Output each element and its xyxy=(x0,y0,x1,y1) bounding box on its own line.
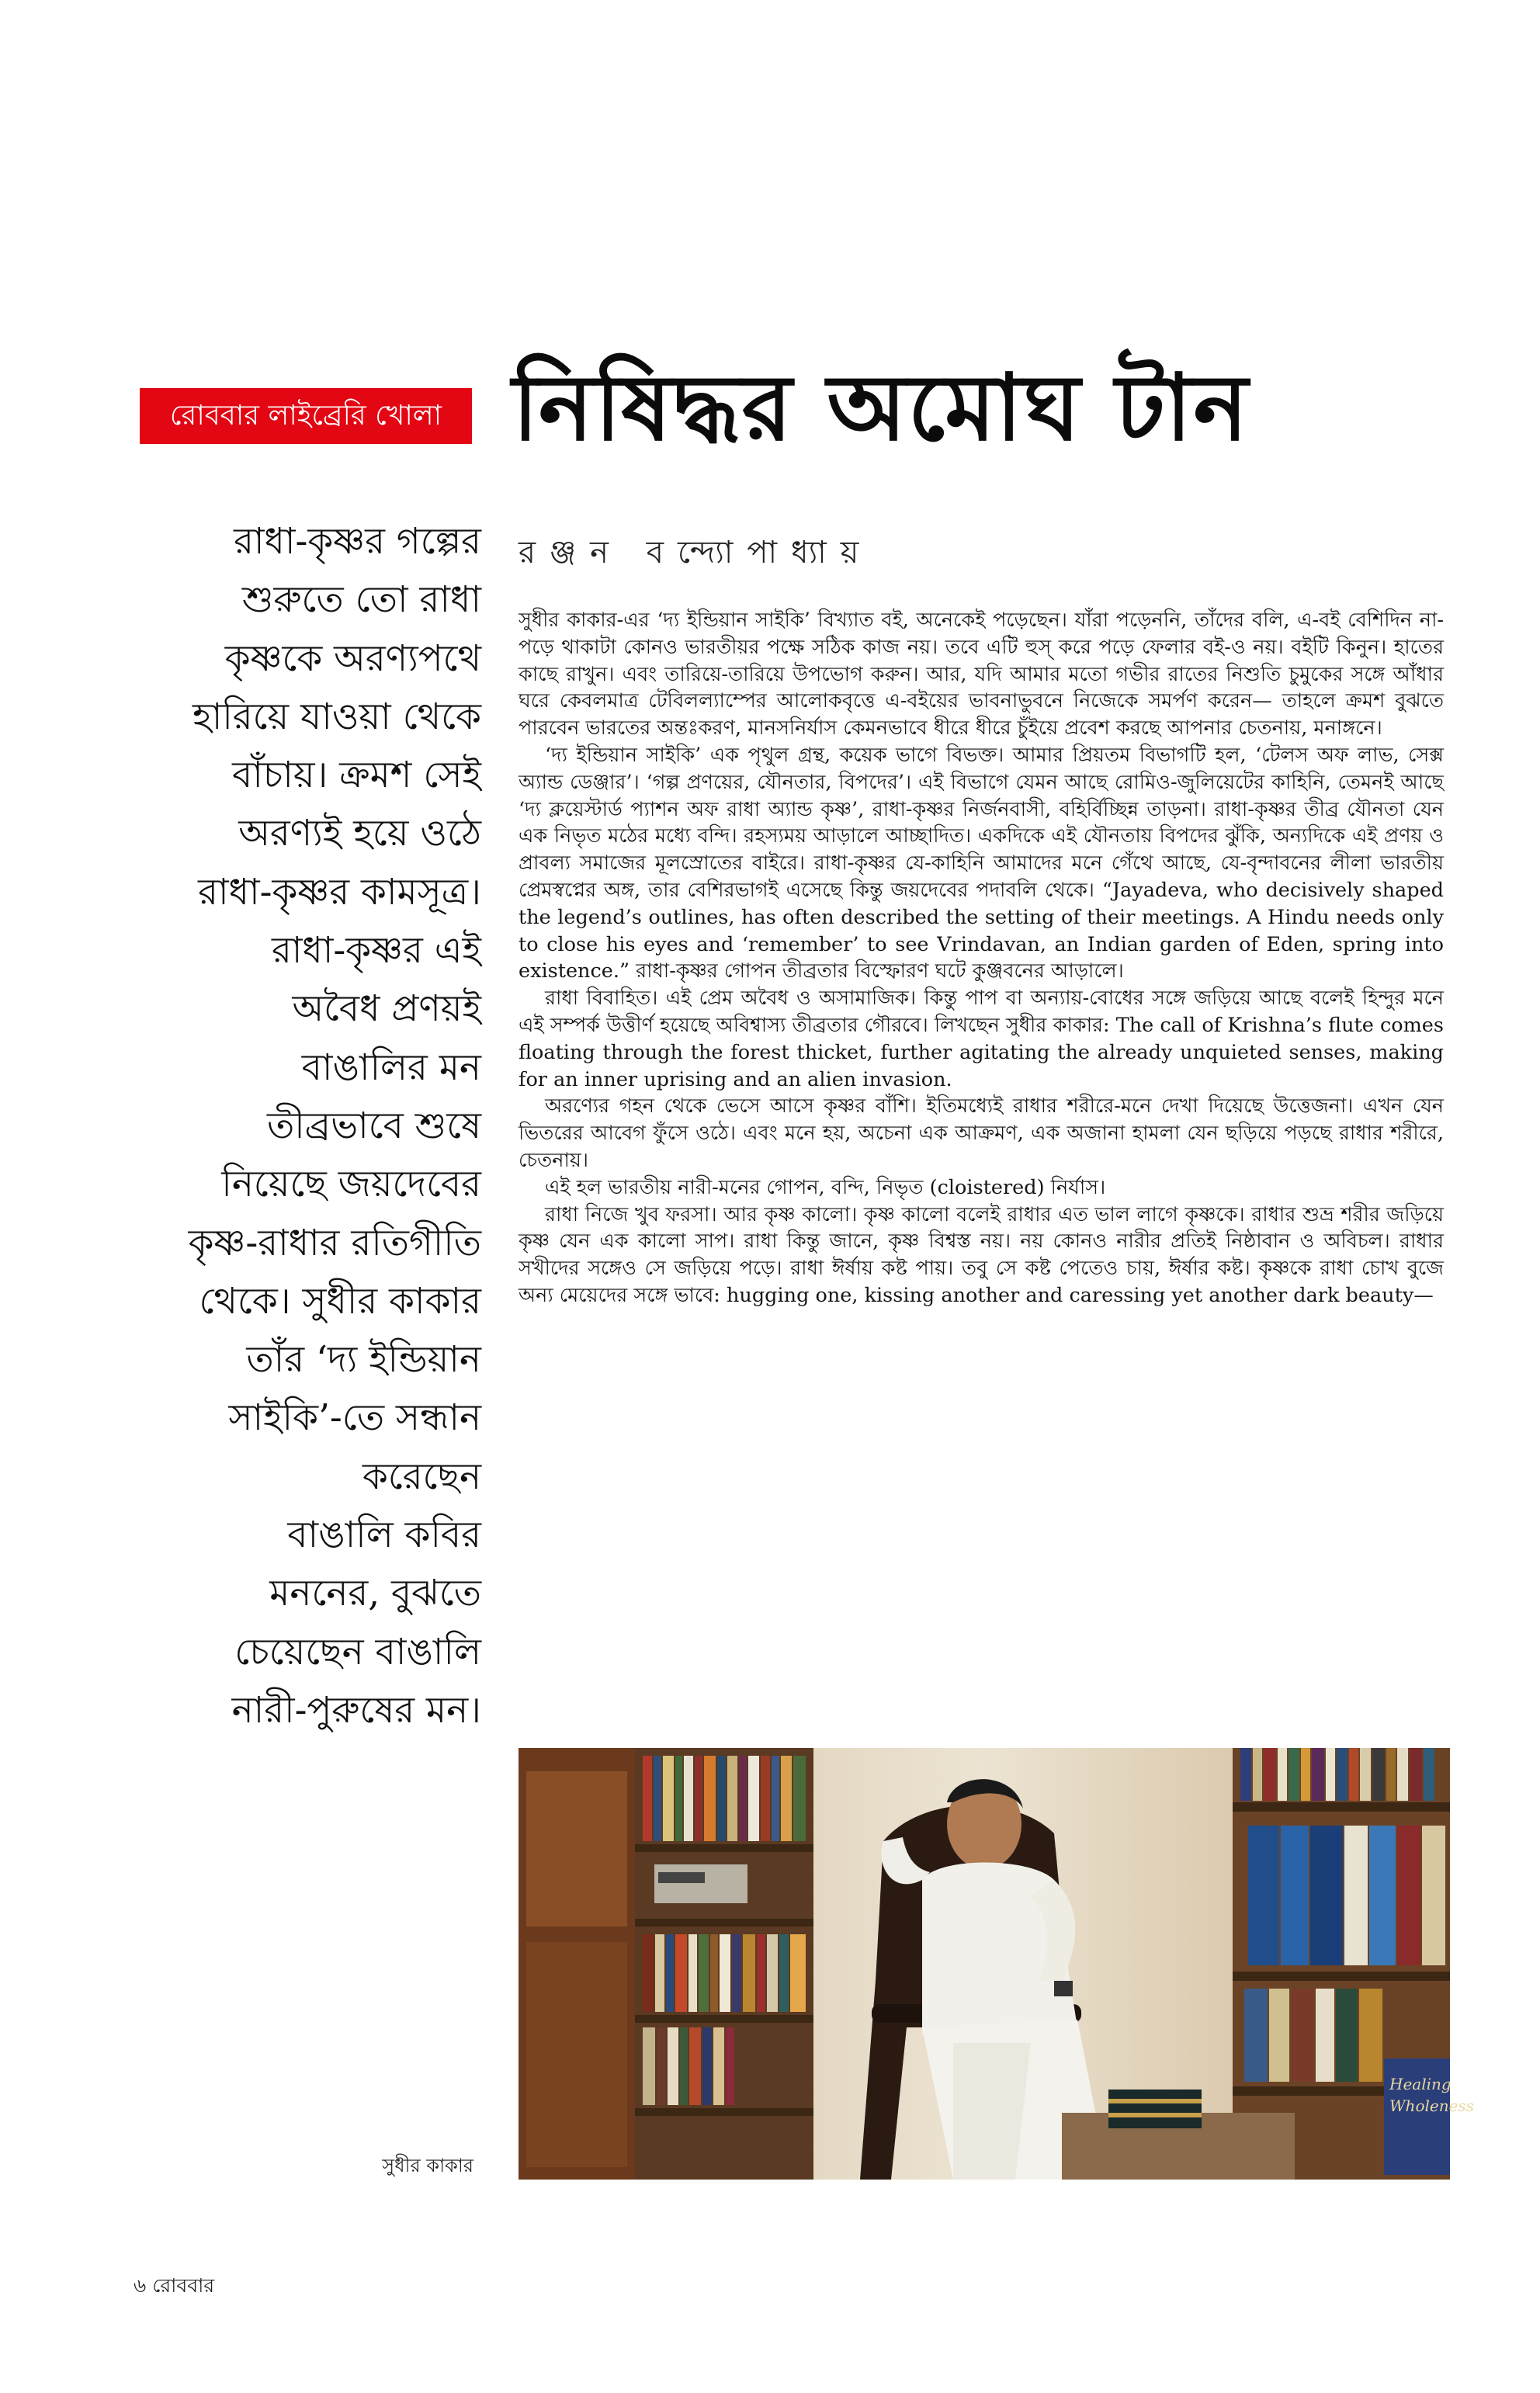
pullquote-line: হারিয়ে যাওয়া থেকে xyxy=(192,695,481,738)
pullquote-line: করেছেন xyxy=(362,1455,481,1498)
pullquote-line: তাঁর ‘দ্য ইন্ডিয়ান xyxy=(246,1338,481,1382)
pullquote-line: রাধা-কৃষ্ণর এই xyxy=(271,929,481,973)
pullquote-line: অরণ্যই হয়ে ওঠে xyxy=(238,812,481,855)
body-paragraph: এই হল ভারতীয় নারী-মনের গোপন, বন্দি, নিভৃত (cloistered) নির্যাস। xyxy=(545,1175,1106,1199)
pullquote-line: চেয়েছেন বাঙালি xyxy=(234,1630,481,1673)
pullquote-line: তীব্রভাবে শুষে xyxy=(266,1104,481,1147)
pullquote-line: বাঙালি কবির xyxy=(287,1514,481,1557)
byline: রঞ্জন বন্দ্যোপাধ্যায় xyxy=(519,535,873,571)
section-tag: রোববার লাইব্রেরি খোলা xyxy=(140,388,472,444)
page-folio: ৬ রোববার xyxy=(134,2274,215,2297)
pullquote-line: রাধা-কৃষ্ণর কামসূত্র। xyxy=(198,870,481,914)
pullquote-line: বাঙালির মন xyxy=(301,1046,481,1089)
pullquote xyxy=(101,512,481,1739)
body-paragraph: অরণ্যের গহন থেকে ভেসে আসে কৃষ্ণর বাঁশি। ইতিমধ্যেই রাধার শরীরে-মনে দেখা দিয়েছে উত্তেজনা। এখন যেন ভিতরের আবেগ ফুঁসে ওঠে। এবং মনে হয়, অচেনা এক আক্রমণ, এক অজানা হামলা যেন ছড়িয়ে পড়ছে রাধার শরীরে, চেতনায়। xyxy=(519,1094,1444,1172)
headline: নিষিদ্ধর অমোঘ টান xyxy=(512,354,1250,461)
pullquote-line: কৃষ্ণকে অরণ্যপথে xyxy=(224,636,481,680)
pullquote-line: শুরুতে তো রাধা xyxy=(242,578,481,622)
pullquote-line: বাঁচায়। ক্রমশ সেই xyxy=(232,754,481,797)
body-paragraph: ‘দ্য ইন্ডিয়ান সাইকি’ এক পৃথুল গ্রন্থ, কয়েক ভাগে বিভক্ত। আমার প্রিয়তম বিভাগটি হল, ‘টেলস অফ লাভ, সেক্স অ্যান্ড ডেঞ্জার’। ‘গল্প প্রণয়ের, যৌনতার, বিপদের’। এই বিভাগে যেমন আছে রোমিও-জুলিয়েটের কাহিনি, তেমনই আছে ‘দ্য ক্লয়েস্টার্ড প্যাশন অফ রাধা অ্যান্ড কৃষ্ণ’, রাধা-কৃষ্ণর নির্জনবাসী, বহির্বিচ্ছিন্ন তাড়না। রাধা-কৃষ্ণর তীব্র যৌনতা যেন এক নিভৃত মঠের মধ্যে বন্দি। রহস্যময় আড়ালে আচ্ছাদিত। একদিকে এই যৌনতায় বিপদের ঝুঁকি, অন্যদিকে এই প্রণয় ও প্রাবল্য সমাজের মূলস্রোতের বাইরে। রাধা-কৃষ্ণর যে-কাহিনি আমাদের মনে গেঁথে আছে, যে-বৃন্দাবনের লীলা ভারতীয় প্রেমস্বপ্নের অঙ্গ, তার বেশিরভাগই এসেছে কিন্তু জয়দেবের পদাবলি থেকে। “Jayadeva, who decisively shaped the legend’s outlines, has often described the setting of their meetings. A Hindu needs only to close his eyes and ‘remember’ to see Vrindavan, an Indian garden of Eden, spring into existence.” রাধা-কৃষ্ণর গোপন তীব্রতার বিস্ফোরণ ঘটে কুঞ্জবনের আড়ালে। xyxy=(519,743,1444,983)
pullquote-line: কৃষ্ণ-রাধার রতিগীতি xyxy=(188,1221,481,1264)
photo-caption: সুধীর কাকার xyxy=(382,2155,473,2176)
body-paragraph: রাধা বিবাহিত। এই প্রেম অবৈধ ও অসামাজিক। কিন্তু পাপ বা অন্যায়-বোধের সঙ্গে জড়িয়ে আছে বলেই হিন্দুর মনে এই সম্পর্ক উত্তীর্ণ হয়েছে অবিশ্বাস্য তীব্রতার গৌরবে। লিখছেন সুধীর কাকার: The call of Krishna’s flute comes floating through the forest thicket, further agitating the already unquieted senses, making for an inner uprising and an alien invasion. xyxy=(519,987,1444,1091)
pullquote-line: রাধা-কৃষ্ণর গল্পের xyxy=(234,520,481,563)
photo-book-title: Wholeness xyxy=(1389,2096,1474,2115)
photo-book-title: Healing xyxy=(1389,2075,1452,2093)
pullquote-line: সাইকি’-তে সন্ধান xyxy=(228,1396,481,1440)
article-body xyxy=(519,607,1444,1309)
pullquote-line: অবৈধ প্রণয়ই xyxy=(292,987,481,1031)
body-paragraph: রাধা নিজে খুব ফরসা। আর কৃষ্ণ কালো। কৃষ্ণ কালো বলেই রাধার এত ভাল লাগে কৃষ্ণকে। রাধার শুভ্র শরীর জড়িয়ে কৃষ্ণ যেন এক কালো সাপ। রাধা কিন্তু জানে, কৃষ্ণ বিশ্বস্ত নয়। নয় কোনও নারীর প্রতিই নিষ্ঠাবান ও অবিচল। রাধার সখীদের সঙ্গেও সে জড়িয়ে পড়ে। রাধা ঈর্ষায় কষ্ট পায়। তবু সে কষ্ট পেতেও চায়, ঈর্ষার কষ্ট। কৃষ্ণকে রাধা চোখ বুজে অন্য মেয়েদের সঙ্গে ভাবে: hugging one, kissing another and caressing yet another dark beauty— xyxy=(519,1202,1444,1307)
body-paragraph: সুধীর কাকার-এর ‘দ্য ইন্ডিয়ান সাইকি’ বিখ্যাত বই, অনেকেই পড়েছেন। যাঁরা পড়েননি, তাঁদের বলি, এ-বই বেশিদিন না-পড়ে থাকাটা কোনও ভারতীয়র পক্ষে সঠিক কাজ নয়। তবে এটি হুস্ করে পড়ে ফেলার বই-ও নয়। বইটি কিনুন। হাতের কাছে রাখুন। এবং তারিয়ে-তারিয়ে উপভোগ করুন। আর, যদি আমার মতো গভীর রাতের নিশুতি চুমুকের সঙ্গে আঁধার ঘরে কেবলমাত্র টেবিলল্যাম্পের আলোকবৃত্তে এ-বইয়ের ভাবনাভুবনে নিজেকে সমর্পণ করেন— তাহলে ক্রমশ বুঝতে পারবেন ভারতের অন্তঃকরণ, মানসনির্যাস কেমনভাবে ধীরে ধীরে চুঁইয়ে প্রবেশ করছে আপনার চেতনায়, মনাঙ্গনে। xyxy=(519,609,1444,740)
pullquote-line: মননের, বুঝতে xyxy=(269,1572,481,1615)
pullquote-line: নারী-পুরুষের মন। xyxy=(231,1688,481,1732)
pullquote-line: নিয়েছে জয়দেবের xyxy=(221,1163,481,1206)
pullquote-line: থেকে। সুধীর কাকার xyxy=(199,1279,481,1323)
author-photo xyxy=(519,1748,1474,2180)
